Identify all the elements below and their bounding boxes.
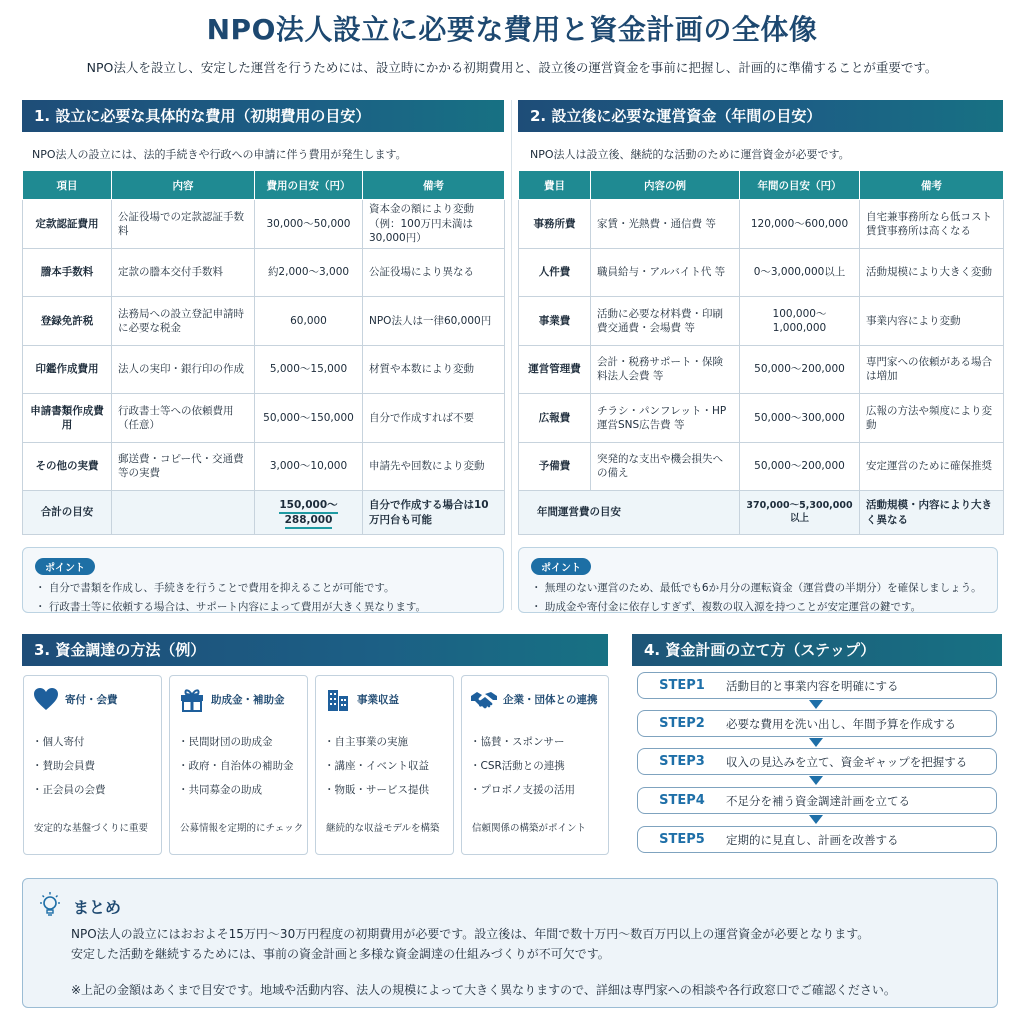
table-row — [519, 200, 1004, 249]
row-note: 安定運営のために確保推奨 — [860, 442, 1004, 491]
row-note: 自宅兼事務所なら低コスト賃貸事務所は高くなる — [860, 200, 1004, 249]
step-label: STEP3 — [659, 754, 705, 769]
step-text: 定期的に見直し、計画を改善する — [726, 832, 899, 847]
step-text: 不足分を補う資金調達計画を立てる — [726, 793, 910, 808]
step-label: STEP5 — [659, 832, 705, 847]
row-amount: 100,000〜1,000,000 — [740, 297, 860, 346]
step-label: STEP2 — [659, 716, 705, 731]
funding-card-grant — [169, 675, 308, 855]
card-item: ・個人寄付 — [32, 736, 85, 748]
summary-box — [22, 878, 998, 1008]
section4-header: 4. 資金計画の立て方（ステップ） — [632, 634, 1002, 666]
step-1 — [637, 672, 997, 699]
row-content: 会計・税務サポート・保険料法人会費 等 — [591, 345, 740, 394]
table-header-row — [519, 171, 1004, 200]
row-item: 事業費 — [519, 297, 591, 346]
row-amount: 0〜3,000,000以上 — [740, 248, 860, 297]
table-row — [23, 200, 505, 249]
card-item: ・自主事業の実施 — [324, 736, 408, 748]
row-content: 法務局への設立登記申請時に必要な税金 — [112, 297, 255, 346]
column-header: 備考 — [363, 171, 505, 200]
column-divider — [511, 100, 512, 610]
card-item: ・協賛・スポンサー — [470, 736, 565, 748]
total-amount: 150,000〜288,000 — [279, 499, 337, 528]
row-item: 予備費 — [519, 442, 591, 491]
row-amount: 60,000 — [255, 297, 363, 346]
point-line: ・ 行政書士等に依頼する場合は、サポート内容によって費用が大きく異なります。 — [35, 601, 426, 613]
row-amount: 50,000〜150,000 — [255, 394, 363, 443]
total-content — [112, 491, 255, 535]
row-content: 職員給与・アルバイト代 等 — [591, 248, 740, 297]
step-text: 必要な費用を洗い出し、年間予算を作成する — [726, 716, 956, 731]
section3-header: 3. 資金調達の方法（例） — [22, 634, 608, 666]
summary-title: まとめ — [73, 898, 122, 917]
row-item: 印鑑作成費用 — [23, 345, 112, 394]
row-content: 郵送費・コピー代・交通費等の実費 — [112, 442, 255, 491]
down-arrow-icon — [809, 815, 823, 824]
row-content: チラシ・パンフレット・HP運営SNS広告費 等 — [591, 394, 740, 443]
row-content: 行政書士等への依頼費用（任意） — [112, 394, 255, 443]
row-item: 登録免許税 — [23, 297, 112, 346]
total-note: 自分で作成する場合は10万円台も可能 — [363, 491, 505, 535]
row-note: 専門家への依頼がある場合は増加 — [860, 345, 1004, 394]
column-header: 内容の例 — [591, 171, 740, 200]
section1-header: 1. 設立に必要な具体的な費用（初期費用の目安） — [22, 100, 504, 132]
point-line: ・ 助成金や寄付金に依存しすぎず、複数の収入源を持つことが安定運営の鍵です。 — [531, 601, 922, 613]
section1-point-box — [22, 547, 504, 613]
page-subtitle: NPO法人を設立し、安定した運営を行うためには、設立時にかかる初期費用と、設立後の運営資金を事前に把握し、計画的に準備することが重要です。 — [86, 60, 938, 75]
row-content: 家賃・光熱費・通信費 等 — [591, 200, 740, 249]
card-item: ・民間財団の助成金 — [178, 736, 273, 748]
row-note: 事業内容により変動 — [860, 297, 1004, 346]
table-row — [519, 442, 1004, 491]
row-amount: 約2,000〜3,000 — [255, 248, 363, 297]
row-amount: 50,000〜200,000 — [740, 442, 860, 491]
row-amount: 50,000〜200,000 — [740, 345, 860, 394]
total-item: 年間運営費の目安 — [519, 491, 740, 535]
summary-line: NPO法人の設立にはおおよそ15万円〜30万円程度の初期費用が必要です。設立後は、年間で数十万円〜数百万円以上の運営資金が必要となります。 — [71, 927, 870, 941]
total-amount-cell — [255, 491, 363, 535]
row-item: 広報費 — [519, 394, 591, 443]
row-note: 公証役場により異なる — [363, 248, 505, 297]
row-note: 活動規模により大きく変動 — [860, 248, 1004, 297]
card-note: 継続的な収益モデルを構築 — [326, 823, 440, 834]
card-note: 安定的な基盤づくりに重要 — [34, 823, 149, 834]
row-item: 申請書類作成費用 — [23, 394, 112, 443]
down-arrow-icon — [809, 738, 823, 747]
point-badge: ポイント — [531, 558, 591, 575]
operating-cost-table — [518, 170, 1004, 535]
handshake-icon — [470, 686, 498, 712]
total-item: 合計の目安 — [23, 491, 112, 535]
row-note: 自分で作成すれば不要 — [363, 394, 505, 443]
step-label: STEP4 — [659, 793, 705, 808]
row-item: 運営管理費 — [519, 345, 591, 394]
table-row — [23, 442, 505, 491]
step-3 — [637, 748, 997, 775]
card-item: ・政府・自治体の補助金 — [178, 760, 294, 772]
row-item: 謄本手数料 — [23, 248, 112, 297]
total-note: 活動規模・内容により大きく異なる — [860, 491, 1004, 535]
section1-lead: NPO法人の設立には、法的手続きや行政への申請に伴う費用が発生します。 — [32, 148, 407, 161]
row-content: 突発的な支出や機会損失への備え — [591, 442, 740, 491]
card-title: 助成金・補助金 — [211, 693, 285, 706]
table-row — [519, 345, 1004, 394]
section2-header: 2. 設立後に必要な運営資金（年間の目安） — [518, 100, 1003, 132]
step-2 — [637, 710, 997, 737]
column-header: 年間の目安（円） — [740, 171, 860, 200]
step-4 — [637, 787, 997, 814]
row-item: 人件費 — [519, 248, 591, 297]
row-content: 定款の謄本交付手数料 — [112, 248, 255, 297]
column-header: 費用の目安（円） — [255, 171, 363, 200]
row-amount: 120,000〜600,000 — [740, 200, 860, 249]
row-note: 広報の方法や頻度により変動 — [860, 394, 1004, 443]
row-note: NPO法人は一律60,000円 — [363, 297, 505, 346]
section2-point-box — [518, 547, 998, 613]
funding-card-donation — [23, 675, 162, 855]
column-header: 内容 — [112, 171, 255, 200]
point-line: ・ 自分で書類を作成し、手続きを行うことで費用を抑えることが可能です。 — [35, 582, 395, 594]
row-item: 事務所費 — [519, 200, 591, 249]
row-item: その他の実費 — [23, 442, 112, 491]
summary-disclaimer: ※上記の金額はあくまで目安です。地域や活動内容、法人の規模によって大きく異なりますので、詳細は専門家への相談や各行政窓口でご確認ください。 — [71, 983, 896, 997]
table-row — [23, 345, 505, 394]
down-arrow-icon — [809, 700, 823, 709]
card-item: ・正会員の会費 — [32, 784, 106, 796]
total-amount: 370,000〜5,300,000以上 — [740, 491, 860, 535]
table-row — [519, 297, 1004, 346]
page-title: NPO法人設立に必要な費用と資金計画の全体像 — [206, 13, 818, 46]
row-content: 活動に必要な材料費・印刷費交通費・会場費 等 — [591, 297, 740, 346]
section2-lead: NPO法人は設立後、継続的な活動のために運営資金が必要です。 — [530, 148, 850, 161]
row-amount: 3,000〜10,000 — [255, 442, 363, 491]
initial-cost-table — [22, 170, 505, 535]
column-header: 備考 — [860, 171, 1004, 200]
card-item: ・賛助会員費 — [32, 760, 95, 772]
step-text: 活動目的と事業内容を明確にする — [726, 678, 899, 693]
funding-card-partnership — [461, 675, 609, 855]
row-amount: 30,000〜50,000 — [255, 200, 363, 249]
card-title: 寄付・会費 — [65, 693, 118, 706]
column-header: 費目 — [519, 171, 591, 200]
step-5 — [637, 826, 997, 853]
table-row — [23, 297, 505, 346]
table-total-row — [23, 491, 505, 535]
card-item: ・物販・サービス提供 — [324, 784, 429, 796]
building-icon — [324, 686, 352, 712]
card-title: 事業収益 — [357, 693, 399, 706]
row-item: 定款認証費用 — [23, 200, 112, 249]
card-item: ・プロボノ支援の活用 — [470, 784, 575, 796]
point-line: ・ 無理のない運営のため、最低でも6か月分の運転資金（運営費の半期分）を確保しましょう。 — [531, 582, 982, 594]
card-note: 信頼関係の構築がポイント — [472, 823, 587, 834]
table-row — [519, 248, 1004, 297]
table-total-row — [519, 491, 1004, 535]
row-amount: 5,000〜15,000 — [255, 345, 363, 394]
row-note: 資本金の額により変動（例：100万円未満は30,000円） — [363, 200, 505, 249]
column-header: 項目 — [23, 171, 112, 200]
table-row — [519, 394, 1004, 443]
card-item: ・講座・イベント収益 — [324, 760, 429, 772]
step-label: STEP1 — [659, 678, 705, 693]
table-header-row — [23, 171, 505, 200]
down-arrow-icon — [809, 776, 823, 785]
row-note: 材質や本数により変動 — [363, 345, 505, 394]
card-item: ・共同募金の助成 — [178, 784, 262, 796]
table-row — [23, 394, 505, 443]
summary-line: 安定した活動を継続するためには、事前の資金計画と多様な資金調達の仕組みづくりが不可欠です。 — [71, 947, 610, 961]
card-note: 公募情報を定期的にチェック — [180, 823, 304, 834]
lightbulb-icon — [37, 891, 63, 919]
heart-icon — [32, 686, 60, 712]
step-text: 収入の見込みを立て、資金ギャップを把握する — [726, 754, 968, 769]
row-amount: 50,000〜300,000 — [740, 394, 860, 443]
table-row — [23, 248, 505, 297]
card-title: 企業・団体との連携 — [503, 693, 598, 706]
funding-card-business — [315, 675, 454, 855]
row-note: 申請先や回数により変動 — [363, 442, 505, 491]
point-badge: ポイント — [35, 558, 95, 575]
row-content: 公証役場での定款認証手数料 — [112, 200, 255, 249]
gift-icon — [178, 686, 206, 712]
row-content: 法人の実印・銀行印の作成 — [112, 345, 255, 394]
card-item: ・CSR活動との連携 — [470, 760, 565, 772]
